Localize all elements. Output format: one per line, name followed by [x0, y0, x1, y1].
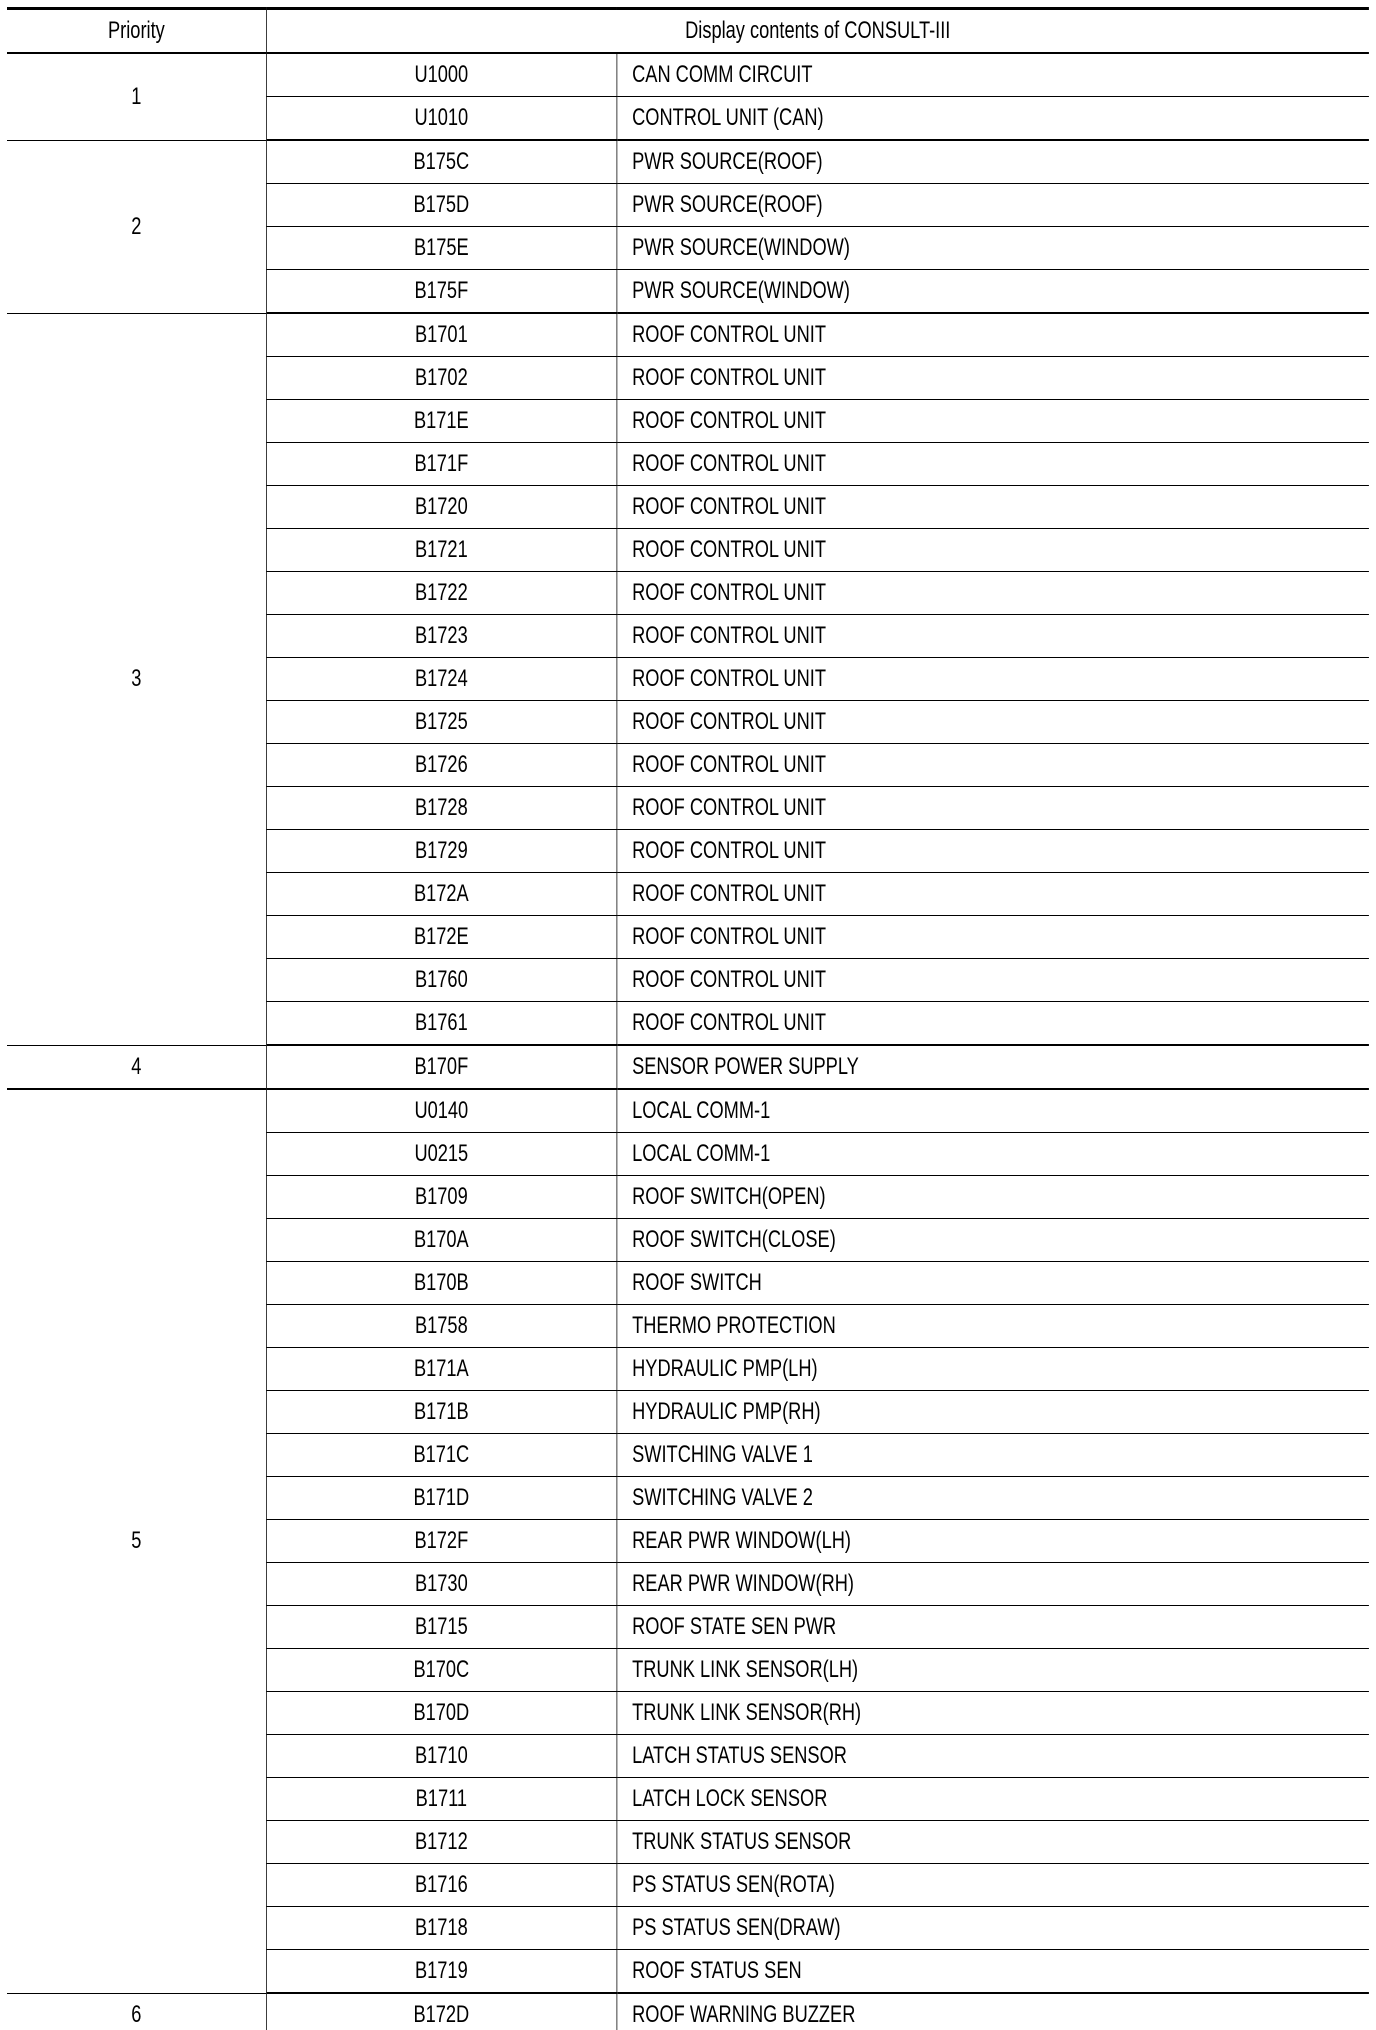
dtc-code-cell: B1728 — [266, 787, 616, 830]
dtc-code-cell: B175D — [266, 184, 616, 227]
dtc-code-cell: B171B — [266, 1391, 616, 1434]
display-content-cell: ROOF STATE SEN PWR — [617, 1606, 1369, 1649]
display-content-cell: PS STATUS SEN(DRAW) — [617, 1907, 1369, 1950]
display-content-cell: ROOF CONTROL UNIT — [617, 959, 1369, 1002]
display-content-cell: PWR SOURCE(ROOF) — [617, 140, 1369, 184]
display-content-cell: SENSOR POWER SUPPLY — [617, 1045, 1369, 1089]
display-content-cell: ROOF SWITCH(CLOSE) — [617, 1219, 1369, 1262]
display-content-cell: THERMO PROTECTION — [617, 1305, 1369, 1348]
dtc-code-cell: U0140 — [266, 1089, 616, 1133]
display-content-cell: TRUNK STATUS SENSOR — [617, 1821, 1369, 1864]
dtc-code-cell: B1760 — [266, 959, 616, 1002]
display-content-cell: ROOF CONTROL UNIT — [617, 572, 1369, 615]
dtc-code-cell: B1712 — [266, 1821, 616, 1864]
dtc-code-cell: U0215 — [266, 1133, 616, 1176]
dtc-code-cell: B1716 — [266, 1864, 616, 1907]
dtc-code-cell: B1758 — [266, 1305, 616, 1348]
dtc-code-cell: B1719 — [266, 1950, 616, 1994]
display-content-cell: ROOF WARNING BUZZER — [617, 1993, 1369, 2030]
dtc-code-cell: B172A — [266, 873, 616, 916]
display-content-cell: REAR PWR WINDOW(LH) — [617, 1520, 1369, 1563]
table-body — [7, 53, 1369, 2030]
display-content-cell: ROOF CONTROL UNIT — [617, 744, 1369, 787]
display-content-cell: ROOF CONTROL UNIT — [617, 313, 1369, 357]
display-content-cell: PWR SOURCE(ROOF) — [617, 184, 1369, 227]
display-content-cell: SWITCHING VALVE 1 — [617, 1434, 1369, 1477]
dtc-code-cell: B1718 — [266, 1907, 616, 1950]
dtc-code-cell: B1711 — [266, 1778, 616, 1821]
dtc-code-cell: B1726 — [266, 744, 616, 787]
display-content-cell: ROOF CONTROL UNIT — [617, 787, 1369, 830]
dtc-code-cell: B170B — [266, 1262, 616, 1305]
display-content-cell: ROOF CONTROL UNIT — [617, 400, 1369, 443]
display-content-cell: CAN COMM CIRCUIT — [617, 53, 1369, 97]
priority-cell: 1 — [7, 53, 266, 140]
dtc-code-cell: B1725 — [266, 701, 616, 744]
dtc-code-cell: B1709 — [266, 1176, 616, 1219]
dtc-code-cell: B171F — [266, 443, 616, 486]
display-content-cell: ROOF CONTROL UNIT — [617, 529, 1369, 572]
display-content-cell: SWITCHING VALVE 2 — [617, 1477, 1369, 1520]
dtc-code-cell: B171D — [266, 1477, 616, 1520]
dtc-code-cell: B170C — [266, 1649, 616, 1692]
dtc-code-cell: B1702 — [266, 357, 616, 400]
display-content-cell: ROOF CONTROL UNIT — [617, 1002, 1369, 1046]
dtc-code-cell: B175E — [266, 227, 616, 270]
dtc-code-cell: B1721 — [266, 529, 616, 572]
priority-cell: 2 — [7, 140, 266, 313]
dtc-code-cell: B170F — [266, 1045, 616, 1089]
dtc-code-cell: U1000 — [266, 53, 616, 97]
dtc-code-cell: B175C — [266, 140, 616, 184]
dtc-code-cell: B1715 — [266, 1606, 616, 1649]
display-content-cell: CONTROL UNIT (CAN) — [617, 97, 1369, 141]
dtc-code-cell: B1723 — [266, 615, 616, 658]
dtc-code-cell: B172F — [266, 1520, 616, 1563]
display-content-cell: ROOF STATUS SEN — [617, 1950, 1369, 1994]
dtc-code-cell: B1729 — [266, 830, 616, 873]
dtc-code-cell: B172E — [266, 916, 616, 959]
priority-cell: 5 — [7, 1089, 266, 1993]
display-content-cell: ROOF SWITCH(OPEN) — [617, 1176, 1369, 1219]
display-content-cell: ROOF CONTROL UNIT — [617, 357, 1369, 400]
priority-cell: 4 — [7, 1045, 266, 1089]
dtc-code-cell: B171A — [266, 1348, 616, 1391]
display-content-cell: TRUNK LINK SENSOR(LH) — [617, 1649, 1369, 1692]
display-content-cell: HYDRAULIC PMP(RH) — [617, 1391, 1369, 1434]
table-row — [7, 313, 1369, 357]
display-content-cell: PS STATUS SEN(ROTA) — [617, 1864, 1369, 1907]
display-content-cell: LOCAL COMM-1 — [617, 1133, 1369, 1176]
dtc-code-cell: U1010 — [266, 97, 616, 141]
display-content-cell: LATCH LOCK SENSOR — [617, 1778, 1369, 1821]
dtc-code-cell: B1720 — [266, 486, 616, 529]
table-row — [7, 53, 1369, 97]
header-display-contents: Display contents of CONSULT-III — [266, 9, 1369, 54]
header-priority: Priority — [7, 9, 266, 54]
table-row — [7, 1089, 1369, 1133]
table-header-row — [7, 9, 1369, 54]
table-row — [7, 1045, 1369, 1089]
display-content-cell: ROOF CONTROL UNIT — [617, 443, 1369, 486]
priority-cell: 3 — [7, 313, 266, 1045]
display-content-cell: PWR SOURCE(WINDOW) — [617, 270, 1369, 314]
dtc-code-cell: B1701 — [266, 313, 616, 357]
display-content-cell: REAR PWR WINDOW(RH) — [617, 1563, 1369, 1606]
dtc-code-cell: B1730 — [266, 1563, 616, 1606]
display-content-cell: TRUNK LINK SENSOR(RH) — [617, 1692, 1369, 1735]
dtc-code-cell: B175F — [266, 270, 616, 314]
dtc-code-cell: B171E — [266, 400, 616, 443]
display-content-cell: ROOF CONTROL UNIT — [617, 486, 1369, 529]
dtc-code-cell: B171C — [266, 1434, 616, 1477]
display-content-cell: ROOF CONTROL UNIT — [617, 615, 1369, 658]
dtc-code-cell: B172D — [266, 1993, 616, 2030]
display-content-cell: ROOF CONTROL UNIT — [617, 701, 1369, 744]
display-content-cell: ROOF CONTROL UNIT — [617, 916, 1369, 959]
display-content-cell: LATCH STATUS SENSOR — [617, 1735, 1369, 1778]
display-content-cell: ROOF CONTROL UNIT — [617, 873, 1369, 916]
table-row — [7, 1993, 1369, 2030]
dtc-code-cell: B1761 — [266, 1002, 616, 1046]
dtc-priority-table — [7, 7, 1369, 2030]
display-content-cell: LOCAL COMM-1 — [617, 1089, 1369, 1133]
display-content-cell: ROOF CONTROL UNIT — [617, 658, 1369, 701]
display-content-cell: ROOF CONTROL UNIT — [617, 830, 1369, 873]
display-content-cell: HYDRAULIC PMP(LH) — [617, 1348, 1369, 1391]
display-content-cell: PWR SOURCE(WINDOW) — [617, 227, 1369, 270]
dtc-code-cell: B170A — [266, 1219, 616, 1262]
priority-cell: 6 — [7, 1993, 266, 2030]
dtc-code-cell: B1724 — [266, 658, 616, 701]
display-content-cell: ROOF SWITCH — [617, 1262, 1369, 1305]
dtc-code-cell: B170D — [266, 1692, 616, 1735]
table-row — [7, 140, 1369, 184]
dtc-code-cell: B1710 — [266, 1735, 616, 1778]
dtc-code-cell: B1722 — [266, 572, 616, 615]
